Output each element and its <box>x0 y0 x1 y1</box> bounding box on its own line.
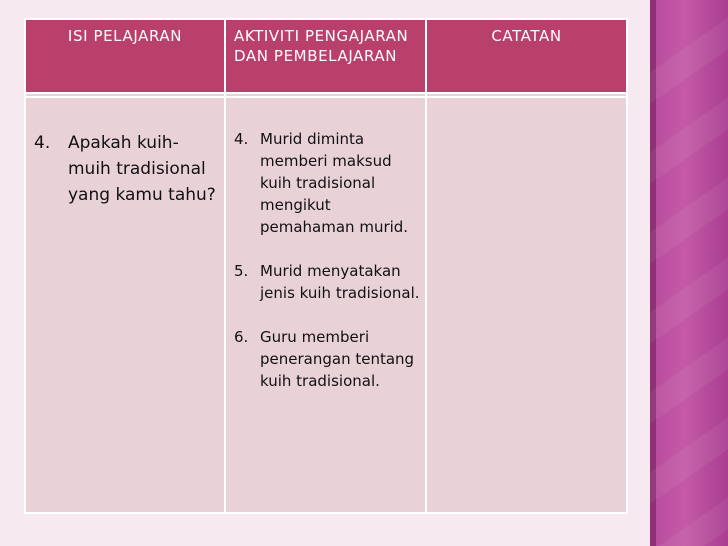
list-item <box>234 326 421 392</box>
header-row <box>25 19 627 93</box>
item-number: 4. <box>234 130 249 148</box>
item-number: 4. <box>34 133 51 153</box>
decorative-side-band <box>650 0 728 546</box>
item-text: Murid menyatakan jenis kuih tradisional. <box>260 262 420 302</box>
item-text: Apakah kuih-muih tradisional yang kamu tahu? <box>68 133 216 205</box>
item-number: 6. <box>234 328 249 346</box>
header-label: CATATAN <box>491 27 562 45</box>
item-number: 5. <box>234 262 249 280</box>
header-catatan <box>426 19 627 93</box>
header-aktiviti <box>225 19 426 93</box>
list-item <box>34 130 218 208</box>
header-label: ISI PELAJARAN <box>67 27 183 45</box>
header-isi-pelajaran <box>25 19 225 93</box>
cell-catatan <box>426 97 627 513</box>
activity-list <box>234 128 421 392</box>
lesson-plan-table <box>24 18 628 514</box>
band-stripe <box>650 0 728 110</box>
cell-isi-pelajaran <box>25 97 225 513</box>
item-text: Murid diminta memberi maksud kuih tradisional mengikut pemahaman murid. <box>260 130 409 236</box>
content-list <box>34 130 218 208</box>
list-item <box>234 260 421 304</box>
item-text: Guru memberi penerangan tentang kuih tradisional. <box>260 328 415 390</box>
cell-aktiviti <box>225 97 426 513</box>
list-item <box>234 128 421 238</box>
content-row <box>25 97 627 513</box>
header-label: AKTIVITI PENGAJARAN DAN PEMBELAJARAN <box>234 27 409 65</box>
